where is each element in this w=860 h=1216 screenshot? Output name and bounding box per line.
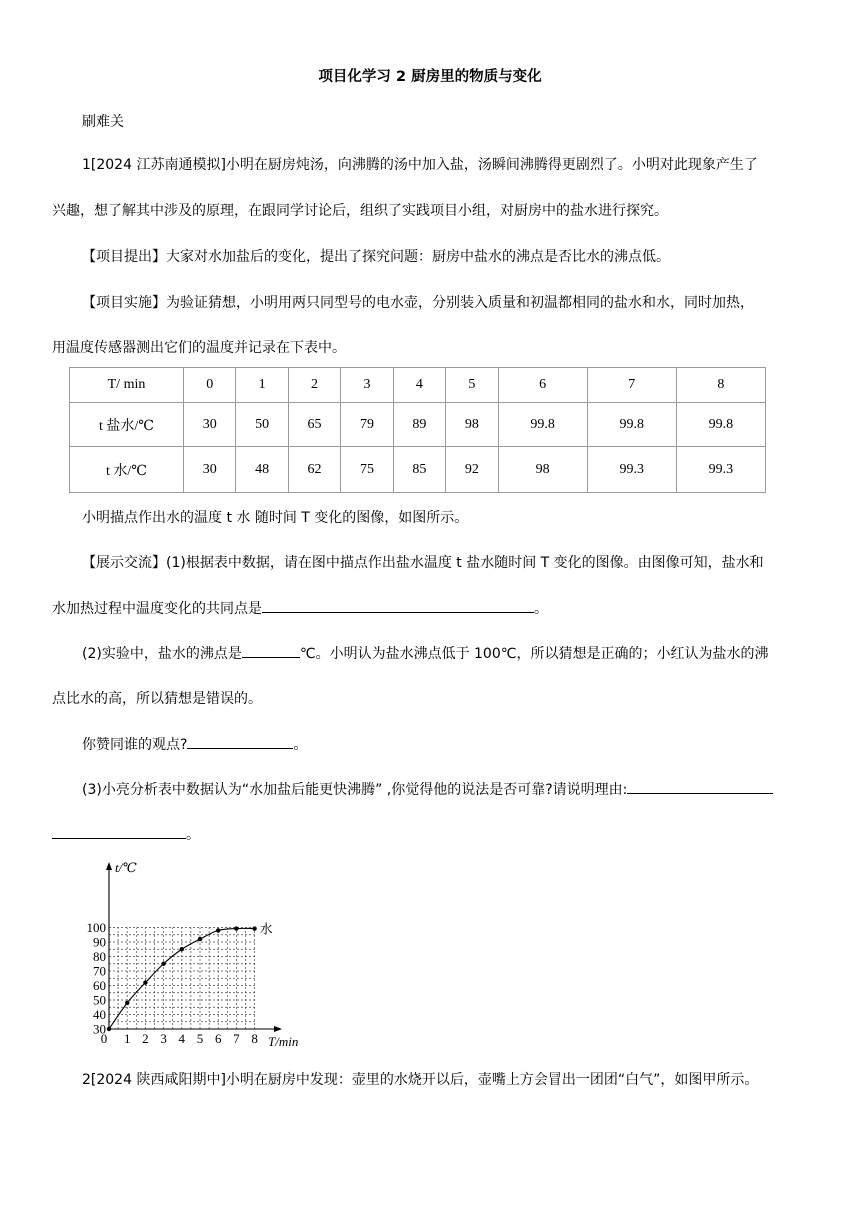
table-cell: 98 xyxy=(446,403,498,447)
table-cell: 4 xyxy=(393,368,445,403)
q1-intro-line2: 兴趣，想了解其中涉及的原理，在跟同学讨论后，组织了实践项目小组，对厨房中的盐水进行探究。 xyxy=(52,203,668,219)
y-tick-label: 40 xyxy=(93,1007,106,1022)
data-point xyxy=(125,1001,129,1005)
table-cell: 99.8 xyxy=(676,403,765,447)
x-tick-label: 7 xyxy=(233,1031,240,1046)
y-axis-label: t/℃ xyxy=(115,860,137,875)
data-point xyxy=(216,928,220,932)
table-row xyxy=(70,447,766,493)
x-axis-arrow xyxy=(274,1026,282,1032)
axes xyxy=(106,862,282,1032)
x-tick-label: 3 xyxy=(160,1031,167,1046)
data-point xyxy=(161,962,165,966)
table-cell: 0 xyxy=(184,368,236,403)
answer-blank-reason-part2[interactable] xyxy=(52,824,186,839)
x-tick-label: 4 xyxy=(178,1031,186,1046)
table-cell: 6 xyxy=(498,368,587,403)
y-axis-arrow xyxy=(106,862,112,870)
table-cell: 98 xyxy=(498,447,587,493)
table-cell: 2 xyxy=(288,368,340,403)
series-label-water: 水 xyxy=(259,921,273,937)
table-cell: 8 xyxy=(676,368,765,403)
table-cell: 99.3 xyxy=(676,447,765,493)
table-cell: t 水/℃ xyxy=(70,447,184,493)
table-cell: 7 xyxy=(587,368,676,403)
data-point xyxy=(180,947,184,951)
answer-blank-boiling-point[interactable] xyxy=(242,643,300,658)
x-tick-label: 0 xyxy=(100,1031,108,1046)
table-header-row xyxy=(70,368,766,403)
table-cell: 30 xyxy=(184,403,236,447)
data-point xyxy=(252,926,256,930)
table-cell: 5 xyxy=(446,368,498,403)
data-point xyxy=(198,937,202,941)
table-cell: 99.8 xyxy=(498,403,587,447)
y-tick-label: 30 xyxy=(93,1021,106,1037)
y-tick-label: 80 xyxy=(93,949,106,964)
table-cell: 92 xyxy=(446,447,498,493)
table-cell: 50 xyxy=(236,403,288,447)
q1-plot-note: 小明描点作出水的温度 t 水 随时间 T 变化的图像，如图所示。 xyxy=(82,510,469,526)
table-cell: 3 xyxy=(341,368,393,403)
table-cell: 30 xyxy=(184,447,236,493)
section-label: 刷难关 xyxy=(82,114,124,130)
q1-part2-line1 xyxy=(82,643,768,664)
q1-implement-line1: 【项目实施】为验证猜想，小明用两只同型号的电水壶，分别装入质量和初温都相同的盐水和水，同时加热， xyxy=(82,295,754,311)
period: 。 xyxy=(186,827,200,843)
answer-blank-opinion[interactable] xyxy=(187,734,293,749)
x-tick-label: 8 xyxy=(251,1031,258,1046)
table-cell: 1 xyxy=(236,368,288,403)
y-tick-label: 100 xyxy=(86,920,106,935)
answer-blank-reason-part1[interactable] xyxy=(627,779,773,794)
table-cell: 99.8 xyxy=(587,403,676,447)
q1-exchange-line1: 【展示交流】(1)根据表中数据，请在图中描点作出盐水温度 t 盐水随时间 T 变化的图像。由图像可知，盐水和 xyxy=(82,555,764,571)
q1-part2-line2: 点比水的高，所以猜想是错误的。 xyxy=(52,691,262,707)
q1-part3-text: (3)小亮分析表中数据认为“水加盐后能更快沸腾” ,你觉得他的说法是否可靠?请说明理由: xyxy=(82,782,628,798)
data-table xyxy=(69,367,766,493)
q1-implement-line2: 用温度传感器测出它们的温度并记录在下表中。 xyxy=(52,340,346,356)
q1-part2-suffix: ℃。小明认为盐水沸点低于 100℃，所以猜想是正确的；小红认为盐水的沸 xyxy=(299,646,769,662)
y-tick-label: 90 xyxy=(93,934,106,950)
answer-blank-common-point[interactable] xyxy=(262,598,534,613)
q1-exchange-line2 xyxy=(52,598,548,619)
tick-labels xyxy=(87,920,258,1046)
x-tick-label: 6 xyxy=(214,1031,222,1046)
q1-part2-prefix: (2)实验中，盐水的沸点是 xyxy=(82,646,242,662)
temperature-time-chart xyxy=(82,852,312,1052)
q1-intro-line1: 1[2024 江苏南通模拟]小明在厨房炖汤，向沸腾的汤中加入盐，汤瞬间沸腾得更剧烈了。小明对此现象产生了 xyxy=(82,157,758,173)
period: 。 xyxy=(293,737,308,753)
table-cell: 85 xyxy=(393,447,445,493)
q1-agree-line xyxy=(82,734,307,755)
q1-part3-line2 xyxy=(52,824,200,845)
table-cell: 48 xyxy=(236,447,288,493)
table-cell: 65 xyxy=(288,403,340,447)
x-tick-label: 1 xyxy=(123,1031,131,1046)
data-point xyxy=(234,926,238,930)
q2-line1: 2[2024 陕西咸阳期中]小明在厨房中发现：壶里的水烧开以后，壶嘴上方会冒出一团团“白气”，如图甲所示。 xyxy=(82,1072,759,1088)
x-axis-label: T/min xyxy=(268,1034,299,1049)
table-cell: 99.3 xyxy=(587,447,676,493)
table-cell: t 盐水/℃ xyxy=(70,403,184,447)
x-tick-label: 5 xyxy=(196,1031,204,1046)
q1-exchange-prefix: 水加热过程中温度变化的共同点是 xyxy=(52,601,262,617)
page-title: 项目化学习 2 厨房里的物质与变化 xyxy=(318,69,542,85)
y-tick-label: 60 xyxy=(93,978,106,993)
table-cell: 75 xyxy=(341,447,393,493)
table-cell: T/ min xyxy=(70,368,184,403)
y-tick-label: 70 xyxy=(93,963,106,979)
period: 。 xyxy=(534,601,548,617)
grid xyxy=(109,928,255,1030)
q1-proposal: 【项目提出】大家对水加盐后的变化，提出了探究问题：厨房中盐水的沸点是否比水的沸点低。 xyxy=(82,249,670,265)
table-cell: 89 xyxy=(393,403,445,447)
y-tick-label: 50 xyxy=(93,992,106,1008)
x-tick-label: 2 xyxy=(142,1031,149,1046)
q1-agree-prefix: 你赞同谁的观点? xyxy=(82,737,188,753)
q1-part3-line1 xyxy=(82,779,773,800)
data-point xyxy=(143,980,147,984)
table-cell: 79 xyxy=(341,403,393,447)
table-row xyxy=(70,403,766,447)
data-point xyxy=(107,1027,111,1031)
table-cell: 62 xyxy=(288,447,340,493)
